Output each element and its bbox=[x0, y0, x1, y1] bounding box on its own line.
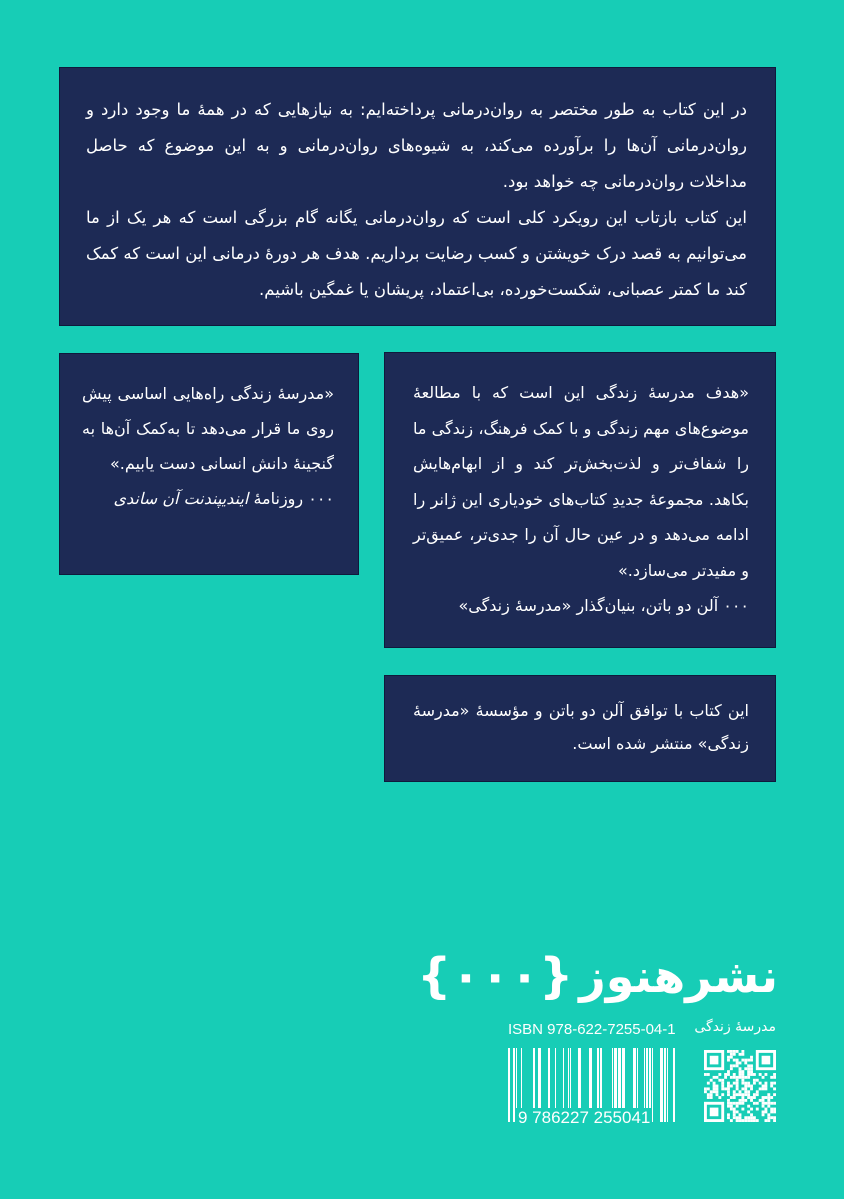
barcode-digits: 9 786227 255041 bbox=[518, 1108, 651, 1127]
review-quote: «مدرسهٔ زندگی راه‌هایی اساسی پیش روی ما قرار می‌دهد تا به‌کمک آن‌ها به گنجینهٔ دانش انسانی دست یابیم.» bbox=[82, 384, 334, 473]
series-label: مدرسهٔ زندگی bbox=[694, 1019, 776, 1035]
description-paragraph-1: در این کتاب به طور مختصر به روان‌درمانی پرداخته‌ایم: به نیازهایی که در همهٔ ما وجود دارد و روان‌درمانی آن‌ها را برآورده می‌کند، به شیوه‌های روان‌درمانی و به این موضوع که حاصل مداخلات روان‌درمانی چه خواهد بود. bbox=[86, 100, 747, 191]
review-attribution: ۰۰۰ آلن دو باتن، بنیان‌گذار «مدرسهٔ زندگی» bbox=[458, 596, 749, 615]
review-quote: «هدف مدرسهٔ زندگی این است که با مطالعهٔ موضوع‌های مهم زندگی و با کمک فرهنگ، زندگی ما را شفاف‌تر و لذت‌بخش‌تر کند و از ابهام‌هایش بکاهد. مجموعهٔ جدیدِ کتاب‌های خودیاری این ژانر را ادامه می‌دهد و در عین حال آن را جدی‌تر، عمیق‌تر و مفیدتر می‌سازد.» bbox=[413, 383, 749, 580]
isbn-number: ISBN 978-622-7255-04-1 bbox=[508, 1021, 676, 1038]
citation-prefix: ۰۰۰ روزنامهٔ bbox=[253, 489, 334, 508]
review-citation bbox=[82, 481, 334, 516]
publisher-name: نشرهنوز bbox=[579, 949, 778, 1003]
publisher-brace-mark: {۰۰۰} bbox=[417, 948, 574, 1004]
publication-note: این کتاب با توافق آلن دو باتن و مؤسسهٔ «مدرسهٔ زندگی» منتشر شده است. bbox=[413, 701, 749, 753]
publisher-logo bbox=[417, 946, 778, 1006]
description-panel bbox=[59, 67, 776, 326]
review-panel-independent bbox=[59, 353, 359, 575]
review-panel-de-botton bbox=[384, 352, 776, 648]
publication-note-panel bbox=[384, 675, 776, 782]
qr-code-icon bbox=[704, 1050, 776, 1122]
citation-source: ایندیپندنت آن ساندی bbox=[113, 489, 249, 508]
description-paragraph-2: این کتاب بازتاب این رویکرد کلی است که روان‌درمانی یگانه گام بزرگی است که هر یک از ما می‌توانیم به قصد درک خویشتن و کسب رضایت برداریم. هدف هر دورهٔ درمانی این است که کمک کند ما کمتر عصبانی، شکست‌خورده، بی‌اعتماد، پریشان یا غمگین باشیم. bbox=[86, 208, 747, 299]
